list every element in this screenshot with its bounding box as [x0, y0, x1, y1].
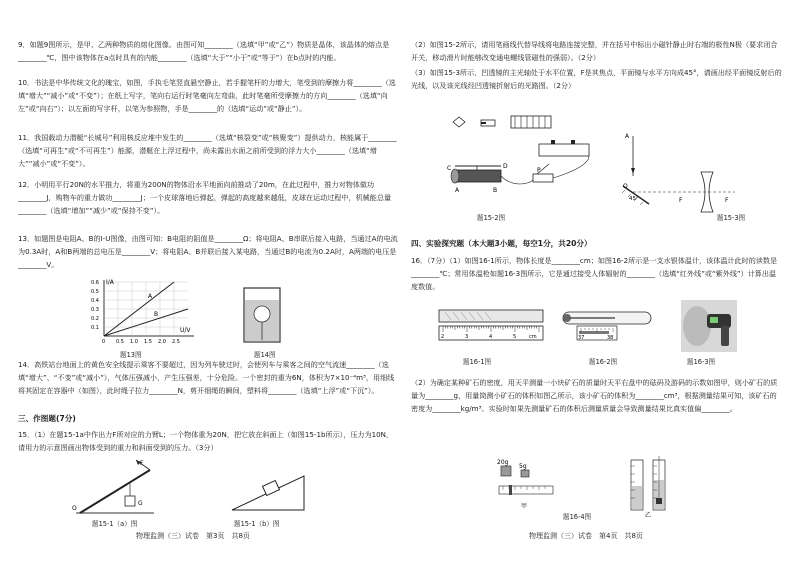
circuit-label: P [537, 167, 541, 174]
x-tick-label: 1.5 [144, 339, 152, 345]
svg-text:A: A [148, 293, 153, 300]
question-15-1: 15．（1）在题15-1a中作出力F所对应的力臂L；一个物体重为20N，把它放在斜面上（如图15-1b所示），压力为10N，请用力的示意图画出物体受到的重力和斜面受到的压力。（3分） [18, 430, 394, 452]
question-12: 12．小明用平行20N的水平推力，将重为200N的物体沿水平地面向前推动了20m，在此过程中，推力对物体做功________J，购物车的重力做功________J；一个皮球落地后弹起，弹起的高度越来越低，皮球在运动过程中，机械能总量________（选填“增加”“减少”或“保持不变”）。 [18, 180, 392, 215]
question-10: 10．书法是中华传统文化的瑰宝，如图，手执毛笔竖直悬空静止，若手握笔杆的力增大，笔受到的摩擦力将________（选填“增大”“减小”或“不变”）；在纸上写字，笔向右运行时笔毫向左弯曲，此时笔毫所受摩擦力的方向________（选填“向左”或“向右”）；以左面的写字杆，以笔为参照物，手是________的（选填“运动”或“静止”）。 [18, 78, 396, 113]
figure-16-2-caption: 题16-2图 [589, 358, 618, 366]
question-14: 14．高铁站台地面上的黄色安全线提示乘客不要超过，因为列车驶过时，会使列车与乘客之间的空气流速________（选填“增大”、“不变”或“减小”），气体压强减小，产生压强差，十分危险。一个密封的重为6N，体积为7×10⁻⁴m³，用细线将其固定在容器中（如图），此时绳子拉力________N，剪开细绳的瞬间，塑料将________（选填“上浮”或“下沉”）。 [18, 360, 395, 395]
svg-text:20g: 20g [497, 459, 509, 466]
svg-text:U/V: U/V [180, 327, 191, 334]
question-9: 9．如题9图所示，是甲、乙两种物质的熔化图像。由图可知________（选填“甲”或“乙”）物质是晶体，该晶体的熔点是________℃，图中该物体在a点时具有的内能________（选填“大于”“小于”或“等于”）在b点时的内能。 [18, 40, 390, 62]
ruler-tick-label: 4 [489, 334, 493, 340]
svg-text:B: B [154, 311, 159, 318]
figure-14-caption: 题14图 [254, 351, 276, 359]
figure-16-4-caption: 题16-4图 [563, 513, 592, 521]
svg-text:37: 37 [578, 335, 585, 341]
x-tick-label: 0 [102, 339, 106, 345]
x-tick-label: 1.0 [130, 339, 138, 345]
circuit-label: D [503, 163, 508, 170]
svg-text:乙: 乙 [645, 512, 652, 518]
question-13: 13．如题图是电阻A、B的I-U图像，由图可知：B电阻的阻值是________Ω；将电阻A、B串联后接入电路，当通过A的电流为0.3A时，A和B两端的总电压是________V；将电阻A、B并联后接入某电路，当通过B的电流为0.2A时，A两端的电压是________V。 [18, 234, 398, 269]
figure-13-caption: 题13图 [120, 351, 142, 359]
footer-page-3: 物理监测（三）试卷 第3页 共8页 [136, 532, 250, 540]
right-page [397, 0, 794, 561]
question-15-3: （3）如图15-3所示，凹透镜的主光轴处于水平位置，F是其焦点，平面镜与水平方向成45°，请画出经平面镜反射后的光线，以及该光线经凹透镜折射后的光路图。（2分） [411, 68, 782, 90]
ruler-tick-label: 3 [465, 334, 469, 340]
figure-16-1-ruler [435, 304, 547, 350]
y-tick-label: 0.3 [91, 307, 99, 313]
ruler-tick-label: 2 [441, 334, 445, 340]
question-16-2: （2）为确定某种矿石的密度，用天平测量一小块矿石的质量时天平右盘中的砝码及游码的示数如图甲，则小矿石的质量为________g，用量筒测小矿石的体积如图乙所示，该小矿石的体积为________cm³，根据测量结果可知，该矿石的密度为________kg/m³。实验时如果先测量矿石的体积后测量质量会导致测量结果比真实值偏________。 [411, 378, 778, 413]
figure-16-3-caption: 题16-3图 [687, 358, 716, 366]
figure-16-4-balance [495, 456, 557, 516]
y-tick-label: 0.5 [91, 289, 99, 295]
figure-15-1b-caption: 题15-1（b）图 [234, 520, 280, 528]
figure-15-1b-incline [228, 472, 308, 514]
figure-15-3-optics [619, 128, 739, 224]
question-15-2: （2）如图15-2所示，请用笔画线代替导线将电路连接完整，并在括号中标出小磁针静止时右端的极性N极（要求闭合开关，移动滑片时能够改变通电螺线管磁性的强弱）。（2分） [411, 40, 778, 62]
circuit-label: B [493, 187, 498, 194]
footer-page-4: 物理监测（三）试卷 第4页 共8页 [529, 532, 643, 540]
svg-text:甲: 甲 [521, 503, 528, 510]
svg-text:F: F [140, 460, 144, 467]
figure-16-2-thermometer [557, 306, 657, 350]
figure-16-1-caption: 题16-1图 [463, 358, 492, 366]
figure-15-3-caption: 题15-3图 [717, 214, 746, 222]
y-tick-label: 0.4 [91, 298, 99, 304]
x-tick-label: 2.5 [172, 339, 180, 345]
svg-text:F: F [725, 197, 729, 204]
figure-15-2-circuit [433, 112, 603, 208]
svg-text:45°: 45° [629, 196, 639, 202]
figure-15-1a-caption: 题15-1（a）图 [92, 520, 138, 528]
figure-16-4-cylinders [623, 456, 679, 518]
question-11: 11．我国载动力潜艇“长城号”利用核反应堆中发生的________（选填“核裂变”或“核聚变”）提供动力，核能属于________（选填“可再生”或“不可再生”）能源，潜艇在上浮过程中，尚未露出水面之前所受到的浮力大小________（选填“增大”“减小”或“不变”）。 [18, 133, 397, 168]
y-tick-label: 0.1 [91, 325, 99, 331]
figure-13-iu-graph [90, 276, 200, 348]
svg-text:cm: cm [529, 334, 537, 340]
question-16-1: 16．（7分）（1）如图16-1所示，物体长度是________cm；如图16-2所示是一支水银体温计，该体温计此时的读数是________℃；常用体温枪如题16-3图所示，它是通过接受人体辐射的________（选填“红外线”或“紫外线”）计算出温度数值。 [411, 256, 778, 291]
svg-text:5g: 5g [519, 463, 527, 470]
svg-text:O: O [72, 505, 77, 512]
x-tick-label: 2.0 [158, 339, 166, 345]
y-tick-label: 0.6 [91, 280, 99, 286]
circuit-label: A [455, 187, 460, 194]
svg-text:I/A: I/A [106, 279, 114, 286]
svg-text:F: F [679, 197, 683, 204]
figure-14-container [240, 284, 286, 346]
figure-15-2-caption: 题15-2图 [477, 214, 506, 222]
x-tick-label: 0.5 [116, 339, 124, 345]
y-tick-label: 0.2 [91, 316, 99, 322]
section-4-title: 四、实验探究题（本大题3小题，每空1分，共20分） [411, 239, 592, 248]
svg-text:38: 38 [607, 335, 614, 341]
section-3-title: 三、作图题(7分) [18, 414, 76, 423]
circuit-label: C [447, 165, 452, 172]
svg-text:O: O [623, 183, 628, 190]
figure-16-3-temp-gun [681, 300, 737, 352]
svg-text:A: A [625, 133, 630, 140]
figure-15-1a-lever [70, 458, 160, 518]
ruler-tick-label: 5 [513, 334, 517, 340]
svg-text:G: G [138, 500, 143, 507]
